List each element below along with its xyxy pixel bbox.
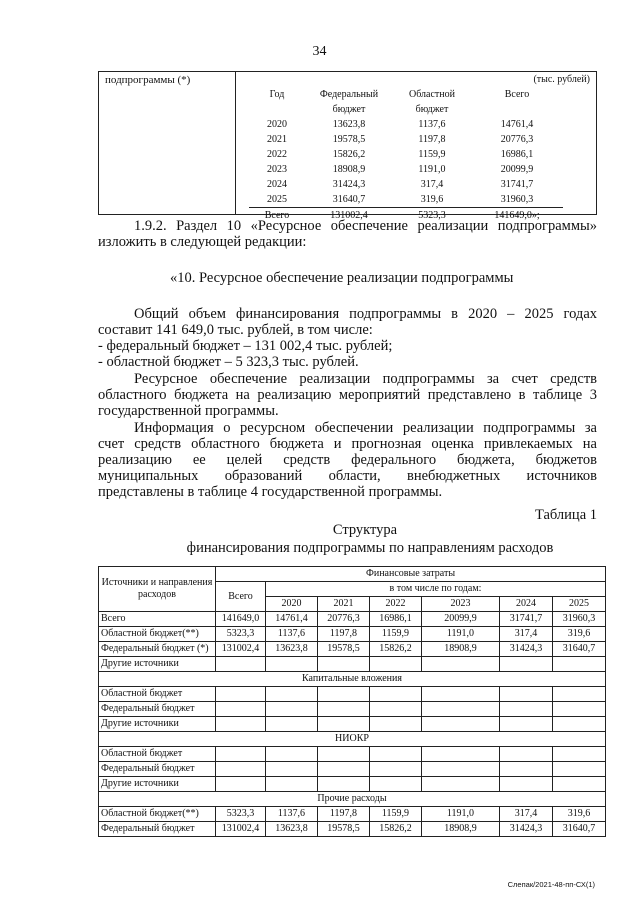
source-cell: Другие источники [99, 717, 216, 732]
value-cell: 15826,2 [370, 822, 422, 837]
table-subtitle: финансирования подпрограммы по направлениям расходов [186, 540, 554, 556]
header-cell: Год [269, 89, 285, 100]
value-cell [370, 762, 422, 777]
value-cell: 19578,5 [318, 822, 370, 837]
table-row [249, 192, 563, 208]
value-cell [266, 717, 318, 732]
value-cell: 15826,2 [370, 642, 422, 657]
value-cell [422, 687, 500, 702]
regional-cell: 1191,0 [418, 164, 446, 175]
value-cell: 31424,3 [500, 642, 553, 657]
value-cell: 31640,7 [553, 822, 606, 837]
page-number: 34 [312, 44, 327, 59]
text-line: реализацию ее целей средств федерального бюджета, бюджетов [98, 452, 597, 468]
value-cell: 16986,1 [370, 612, 422, 627]
total-cell: 20776,3 [500, 134, 534, 145]
year-header: 2023 [422, 597, 500, 612]
value-cell [422, 747, 500, 762]
value-cell [500, 762, 553, 777]
value-cell: 20099,9 [422, 612, 500, 627]
value-cell [422, 702, 500, 717]
table-row [99, 807, 606, 822]
funding-summary-table [98, 71, 597, 221]
summary-grid [249, 87, 563, 223]
table-row [99, 822, 606, 837]
value-cell [422, 777, 500, 792]
federal-cell: 19578,5 [332, 134, 366, 145]
value-cell [266, 687, 318, 702]
value-cell [216, 747, 266, 762]
value-cell: 1159,9 [370, 807, 422, 822]
value-cell: 31960,3 [553, 612, 606, 627]
value-cell: 1191,0 [422, 807, 500, 822]
value-cell [553, 717, 606, 732]
table-row [99, 717, 606, 732]
value-cell [500, 777, 553, 792]
table-row [249, 132, 563, 147]
value-cell [318, 762, 370, 777]
header-cell [471, 102, 563, 117]
value-cell: 1197,8 [318, 807, 370, 822]
value-cell [370, 717, 422, 732]
value-cell: 31424,3 [500, 822, 553, 837]
source-cell: Другие источники [99, 777, 216, 792]
source-cell: Федеральный бюджет [99, 702, 216, 717]
value-cell [553, 747, 606, 762]
document-footer: Слепак/2021-48-пп-СХ(1) [507, 880, 595, 889]
value-cell: 1137,6 [266, 627, 318, 642]
value-cell: 131002,4 [216, 642, 266, 657]
federal-cell: 131002,4 [305, 208, 393, 224]
value-cell [422, 762, 500, 777]
value-cell [266, 657, 318, 672]
by-years-header: в том числе по годам: [266, 582, 606, 597]
table-row [249, 117, 563, 132]
value-cell [266, 762, 318, 777]
value-cell: 319,6 [553, 807, 606, 822]
table-row [99, 777, 606, 792]
table-row [249, 147, 563, 162]
value-cell [553, 777, 606, 792]
year-cell: 2021 [267, 134, 287, 145]
text-line: изложить в следующей редакции: [98, 234, 307, 250]
table-label: Таблица 1 [534, 507, 597, 523]
value-cell: 31640,7 [553, 642, 606, 657]
table-row [249, 162, 563, 177]
total-cell: 20099,9 [500, 164, 534, 175]
value-cell [553, 657, 606, 672]
table-row [99, 612, 606, 627]
value-cell: 13623,8 [266, 822, 318, 837]
source-cell: Федеральный бюджет [99, 822, 216, 837]
list-item: - федеральный бюджет – 131 002,4 тыс. рублей; [98, 338, 393, 354]
source-cell: Областной бюджет [99, 687, 216, 702]
list-item: - областной бюджет – 5 323,3 тыс. рублей. [98, 354, 359, 370]
table-row [99, 642, 606, 657]
header-cell: Федеральный [319, 89, 379, 100]
value-cell: 18908,9 [422, 642, 500, 657]
total-cell: 141649,0»; [471, 208, 563, 224]
value-cell: 31741,7 [500, 612, 553, 627]
header-cell: бюджет [332, 104, 366, 115]
row-label: подпрограммы (*) [105, 74, 191, 86]
year-header: 2022 [370, 597, 422, 612]
text-line: 1.9.2. Раздел 10 «Ресурсное обеспечение реализации подпрограммы» [134, 218, 597, 234]
value-cell: 1137,6 [266, 807, 318, 822]
amendment-paragraph [98, 218, 597, 250]
regional-cell: 1159,9 [418, 149, 446, 160]
value-cell [422, 657, 500, 672]
table-divider [235, 72, 236, 214]
total-funding-paragraph [98, 306, 597, 370]
value-cell [318, 747, 370, 762]
text-line: счет средств областного бюджета и прогнозная оценка привлекаемых на [98, 436, 597, 452]
source-cell: Федеральный бюджет (*) [99, 642, 216, 657]
info-paragraph [98, 420, 597, 500]
financial-header: Финансовые затраты [216, 567, 606, 582]
source-cell: Областной бюджет(**) [99, 807, 216, 822]
value-cell [500, 687, 553, 702]
text-line: Ресурсное обеспечение реализации подпрограммы за счет средств [134, 371, 597, 387]
source-cell: Областной бюджет(**) [99, 627, 216, 642]
table-title: Структура [332, 522, 398, 538]
text-line: Информация о ресурсном обеспечении реализации подпрограммы за [134, 420, 597, 436]
section-label: НИОКР [99, 732, 606, 747]
value-cell: 1191,0 [422, 627, 500, 642]
header-row [249, 87, 563, 102]
value-cell [500, 657, 553, 672]
value-cell [370, 777, 422, 792]
source-cell: Федеральный бюджет [99, 762, 216, 777]
section-row [99, 732, 606, 747]
value-cell [318, 777, 370, 792]
value-cell [266, 777, 318, 792]
value-cell [553, 687, 606, 702]
federal-cell: 15826,2 [332, 149, 366, 160]
value-cell: 317,4 [500, 807, 553, 822]
value-cell: 18908,9 [422, 822, 500, 837]
federal-cell: 31424,3 [332, 179, 366, 190]
sources-header: Источники и направления расходов [99, 567, 216, 612]
section-row [99, 672, 606, 687]
value-cell: 5323,3 [216, 807, 266, 822]
value-cell [318, 702, 370, 717]
federal-cell: 31640,7 [332, 194, 366, 205]
value-cell: 1159,9 [370, 627, 422, 642]
section-label: Прочие расходы [99, 792, 606, 807]
value-cell [422, 717, 500, 732]
text-line: областного бюджета на реализацию мероприятий представлено в таблице 3 [98, 387, 597, 403]
year-header: 2021 [318, 597, 370, 612]
text-line: Общий объем финансирования подпрограммы в 2020 – 2025 годах [134, 306, 597, 322]
regional-cell: 1197,8 [418, 134, 446, 145]
source-cell: Всего [99, 612, 216, 627]
value-cell [553, 702, 606, 717]
year-cell: Всего [249, 208, 305, 224]
value-cell [370, 702, 422, 717]
regional-cell: 319,6 [420, 194, 444, 205]
header-row [249, 102, 563, 117]
regional-funding-paragraph [98, 371, 597, 419]
text-line: государственной программы. [98, 403, 279, 419]
value-cell: 14761,4 [266, 612, 318, 627]
value-cell: 141649,0 [216, 612, 266, 627]
table-row [99, 627, 606, 642]
value-cell: 1197,8 [318, 627, 370, 642]
value-cell [266, 747, 318, 762]
value-cell: 5323,3 [216, 627, 266, 642]
value-cell [500, 717, 553, 732]
header-row [99, 567, 606, 582]
text-line: составит 141 649,0 тыс. рублей, в том числе: [98, 322, 373, 338]
section-heading: «10. Ресурсное обеспечение реализации подпрограммы [170, 270, 514, 286]
value-cell [500, 702, 553, 717]
year-cell: 2024 [267, 179, 287, 190]
value-cell: 20776,3 [318, 612, 370, 627]
value-cell: 13623,8 [266, 642, 318, 657]
value-cell [266, 702, 318, 717]
value-cell [370, 747, 422, 762]
header-cell: бюджет [415, 104, 449, 115]
source-cell: Другие источники [99, 657, 216, 672]
year-cell: 2023 [267, 164, 287, 175]
value-cell [318, 717, 370, 732]
source-cell: Областной бюджет [99, 747, 216, 762]
total-cell: 16986,1 [500, 149, 534, 160]
table-row [99, 762, 606, 777]
total-cell: 14761,4 [500, 119, 534, 130]
value-cell: 19578,5 [318, 642, 370, 657]
value-cell [370, 687, 422, 702]
section-row [99, 792, 606, 807]
value-cell [216, 702, 266, 717]
federal-cell: 18908,9 [332, 164, 366, 175]
text-line: муниципальных образований области, внебюджетных источников [98, 468, 597, 484]
value-cell: 131002,4 [216, 822, 266, 837]
value-cell [553, 762, 606, 777]
table-row [99, 657, 606, 672]
value-cell [318, 687, 370, 702]
table-row [99, 747, 606, 762]
total-header: Всего [216, 582, 266, 612]
units-label: (тыс. рублей) [533, 74, 590, 85]
regional-cell: 1137,6 [418, 119, 446, 130]
regional-cell: 317,4 [420, 179, 444, 190]
value-cell [500, 747, 553, 762]
year-cell: 2022 [267, 149, 287, 160]
value-cell [216, 657, 266, 672]
year-header: 2025 [553, 597, 606, 612]
year-header: 2020 [266, 597, 318, 612]
table-row [99, 702, 606, 717]
total-cell: 31741,7 [500, 179, 534, 190]
regional-cell: 5323,3 [393, 208, 471, 224]
value-cell [216, 717, 266, 732]
value-cell [216, 762, 266, 777]
value-cell [370, 657, 422, 672]
header-cell [249, 102, 305, 117]
value-cell: 319,6 [553, 627, 606, 642]
section-label: Капитальные вложения [99, 672, 606, 687]
table-row [249, 177, 563, 192]
year-cell: 2025 [267, 194, 287, 205]
federal-cell: 13623,8 [332, 119, 366, 130]
header-cell: Всего [504, 89, 530, 100]
text-line: представлены в таблице 4 государственной программы. [98, 484, 443, 500]
year-header: 2024 [500, 597, 553, 612]
value-cell [318, 657, 370, 672]
year-cell: 2020 [267, 119, 287, 130]
value-cell [216, 687, 266, 702]
table-row [99, 687, 606, 702]
total-cell: 31960,3 [500, 194, 534, 205]
value-cell: 317,4 [500, 627, 553, 642]
funding-structure-table [98, 566, 606, 837]
value-cell [216, 777, 266, 792]
header-cell: Областной [408, 89, 455, 100]
